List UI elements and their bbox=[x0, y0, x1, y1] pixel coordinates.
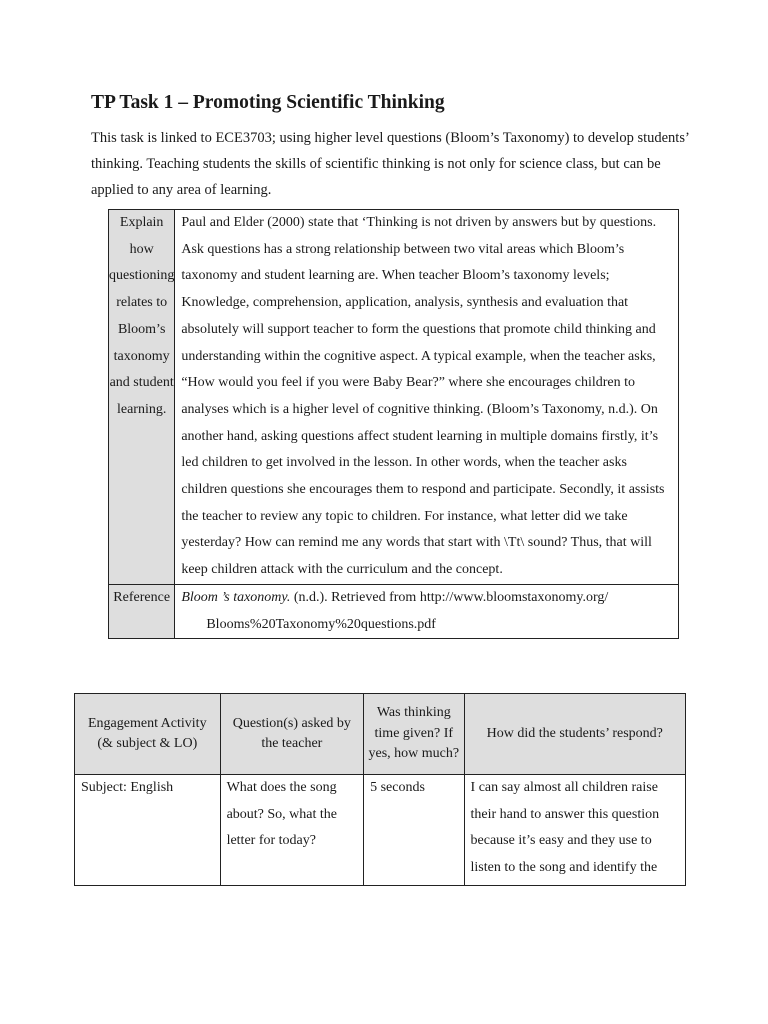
table-row bbox=[75, 775, 686, 886]
reference-title: Bloom ’s taxonomy. bbox=[181, 589, 291, 605]
cell-subject: Subject: English bbox=[75, 775, 221, 886]
bloom-explanation-table bbox=[108, 209, 679, 639]
reference-url-continuation: Blooms%20Taxonomy%20questions.pdf bbox=[206, 616, 436, 632]
reference-text-cell bbox=[175, 584, 679, 638]
reference-source: (n.d.). Retrieved from http://www.bloomstaxonomy.org/ bbox=[290, 589, 609, 605]
table-row bbox=[109, 210, 679, 585]
explanation-text-cell: Paul and Elder (2000) state that ‘Thinking is not driven by answers but by questions. Ask questions has a strong relationship between two vital areas which Bloom’s taxonomy and student learning are. When teacher Bloom’s taxonomy levels; Knowledge, comprehension, application, analysis, synthesis and evaluation that absolutely will support teacher to form the questions that promote child thinking and understanding within the cognitive aspect. A typical example, when the teacher asks, “How would you feel if you were Baby Bear?” where she encourages children to analyses which is a higher level of cognitive thinking. (Bloom’s Taxonomy, n.d.). On another hand, asking questions affect student learning in multiple domains firstly, it’s led children to get involved in the lesson. In other words, when the teacher asks children questions she encourages them to respond and participate. Secondly, it assists the teacher to review any topic to children. For instance, what letter did we take yesterday? How can remind me any words that start with \Tt\ sound? Thus, that will keep children attack with the curriculum and the concept. bbox=[175, 210, 679, 585]
intro-paragraph: This task is linked to ECE3703; using higher level questions (Bloom’s Taxonomy) to develop students’ thinking. Teaching students the skills of scientific thinking is not only for science class, but can be applied to any area of learning. bbox=[91, 130, 689, 198]
header-engagement-activity: Engagement Activity (& subject & LO) bbox=[75, 694, 221, 775]
cell-thinking-time: 5 seconds bbox=[364, 775, 464, 886]
reference-line bbox=[181, 585, 672, 612]
engagement-activity-table bbox=[74, 693, 686, 886]
reference-label-cell: Reference bbox=[109, 584, 175, 638]
header-questions-asked: Question(s) asked by the teacher bbox=[220, 694, 364, 775]
header-thinking-time: Was thinking time given? If yes, how much? bbox=[364, 694, 464, 775]
header-student-response: How did the students’ respond? bbox=[464, 694, 685, 775]
explain-label-cell: Explain how questioning relates to Bloom’s taxonomy and student learning. bbox=[109, 210, 175, 585]
page-title: TP Task 1 – Promoting Scientific Thinking bbox=[91, 92, 445, 113]
table-row bbox=[109, 584, 679, 638]
cell-response: I can say almost all children raise their hand to answer this question because it’s easy and they use to listen to the song and identify the bbox=[464, 775, 685, 886]
cell-questions: What does the song about? So, what the letter for today? bbox=[220, 775, 364, 886]
table-header-row bbox=[75, 694, 686, 775]
